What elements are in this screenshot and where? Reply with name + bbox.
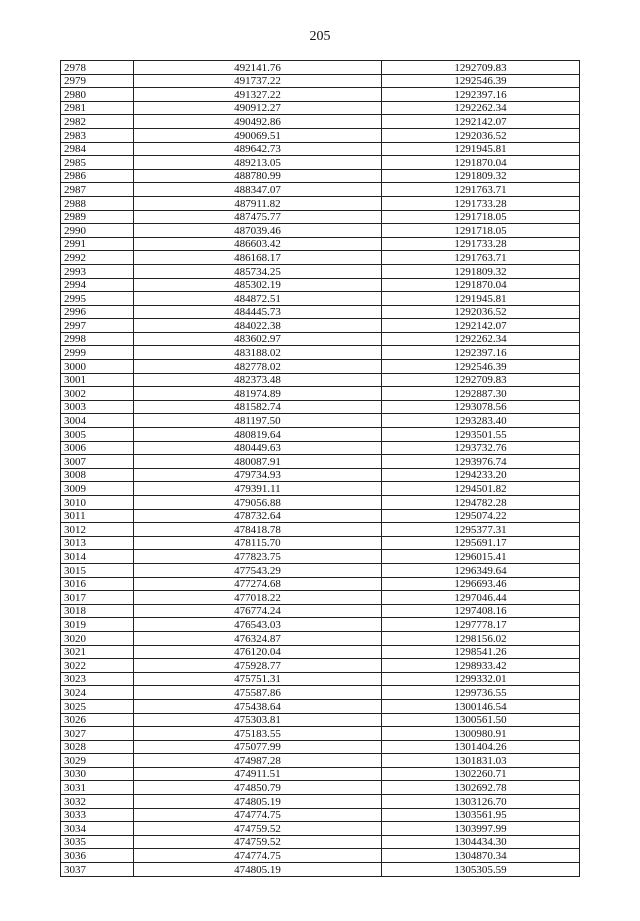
x-coordinate-cell: 482778.02 [134,360,382,374]
point-number-cell: 2985 [61,156,134,170]
x-coordinate-cell: 488347.07 [134,183,382,197]
x-coordinate-cell: 490069.51 [134,128,382,142]
y-coordinate-cell: 1291945.81 [382,142,580,156]
table-row [61,305,580,319]
point-number-cell: 3001 [61,373,134,387]
x-coordinate-cell: 485734.25 [134,264,382,278]
x-coordinate-cell: 478115.70 [134,536,382,550]
x-coordinate-cell: 474911.51 [134,767,382,781]
y-coordinate-cell: 1300980.91 [382,727,580,741]
table-row [61,319,580,333]
point-number-cell: 2987 [61,183,134,197]
table-row [61,251,580,265]
point-number-cell: 2992 [61,251,134,265]
x-coordinate-cell: 479734.93 [134,468,382,482]
y-coordinate-cell: 1291733.28 [382,237,580,251]
x-coordinate-cell: 486168.17 [134,251,382,265]
point-number-cell: 2996 [61,305,134,319]
point-number-cell: 3037 [61,863,134,877]
x-coordinate-cell: 477823.75 [134,550,382,564]
table-row [61,115,580,129]
y-coordinate-cell: 1295377.31 [382,523,580,537]
x-coordinate-cell: 474805.19 [134,863,382,877]
y-coordinate-cell: 1302692.78 [382,781,580,795]
x-coordinate-cell: 477543.29 [134,563,382,577]
table-row [61,591,580,605]
point-number-cell: 2989 [61,210,134,224]
table-row [61,278,580,292]
y-coordinate-cell: 1300561.50 [382,713,580,727]
y-coordinate-cell: 1301404.26 [382,740,580,754]
point-number-cell: 2995 [61,292,134,306]
y-coordinate-cell: 1303126.70 [382,795,580,809]
y-coordinate-cell: 1296015.41 [382,550,580,564]
table-row [61,727,580,741]
x-coordinate-cell: 480087.91 [134,455,382,469]
y-coordinate-cell: 1296349.64 [382,563,580,577]
table-row [61,74,580,88]
x-coordinate-cell: 475438.64 [134,699,382,713]
point-number-cell: 3028 [61,740,134,754]
x-coordinate-cell: 487475.77 [134,210,382,224]
x-coordinate-cell: 474987.28 [134,754,382,768]
point-number-cell: 2983 [61,128,134,142]
y-coordinate-cell: 1291870.04 [382,278,580,292]
y-coordinate-cell: 1294233.20 [382,468,580,482]
table-row [61,754,580,768]
point-number-cell: 3026 [61,713,134,727]
x-coordinate-cell: 480449.63 [134,441,382,455]
point-number-cell: 2994 [61,278,134,292]
x-coordinate-cell: 474774.75 [134,808,382,822]
x-coordinate-cell: 477274.68 [134,577,382,591]
y-coordinate-cell: 1297408.16 [382,604,580,618]
table-row [61,142,580,156]
x-coordinate-cell: 489642.73 [134,142,382,156]
point-number-cell: 3005 [61,428,134,442]
table-row [61,631,580,645]
table-row [61,360,580,374]
y-coordinate-cell: 1301831.03 [382,754,580,768]
y-coordinate-cell: 1292036.52 [382,305,580,319]
y-coordinate-cell: 1294501.82 [382,482,580,496]
table-row [61,156,580,170]
point-number-cell: 3031 [61,781,134,795]
x-coordinate-cell: 474759.52 [134,822,382,836]
table-row [61,550,580,564]
point-number-cell: 3009 [61,482,134,496]
x-coordinate-cell: 478732.64 [134,509,382,523]
point-number-cell: 2999 [61,346,134,360]
point-number-cell: 3022 [61,659,134,673]
x-coordinate-cell: 475587.86 [134,686,382,700]
y-coordinate-cell: 1293501.55 [382,428,580,442]
point-number-cell: 3013 [61,536,134,550]
x-coordinate-cell: 476324.87 [134,631,382,645]
table-row [61,645,580,659]
point-number-cell: 3003 [61,400,134,414]
y-coordinate-cell: 1293283.40 [382,414,580,428]
x-coordinate-cell: 482373.48 [134,373,382,387]
table-row [61,699,580,713]
point-number-cell: 3024 [61,686,134,700]
table-row [61,863,580,877]
x-coordinate-cell: 484872.51 [134,292,382,306]
x-coordinate-cell: 484445.73 [134,305,382,319]
table-row [61,482,580,496]
table-row [61,740,580,754]
point-number-cell: 2986 [61,169,134,183]
table-row [61,577,580,591]
table-row [61,523,580,537]
y-coordinate-cell: 1291733.28 [382,196,580,210]
point-number-cell: 3035 [61,835,134,849]
table-row [61,292,580,306]
y-coordinate-cell: 1304434.30 [382,835,580,849]
y-coordinate-cell: 1304870.34 [382,849,580,863]
point-number-cell: 3034 [61,822,134,836]
y-coordinate-cell: 1295691.17 [382,536,580,550]
table-row [61,468,580,482]
y-coordinate-cell: 1296693.46 [382,577,580,591]
x-coordinate-cell: 476774.24 [134,604,382,618]
x-coordinate-cell: 490912.27 [134,101,382,115]
y-coordinate-cell: 1297778.17 [382,618,580,632]
y-coordinate-cell: 1291763.71 [382,251,580,265]
y-coordinate-cell: 1292262.34 [382,332,580,346]
point-number-cell: 3020 [61,631,134,645]
x-coordinate-cell: 490492.86 [134,115,382,129]
y-coordinate-cell: 1300146.54 [382,699,580,713]
y-coordinate-cell: 1291945.81 [382,292,580,306]
x-coordinate-cell: 480819.64 [134,428,382,442]
table-row [61,346,580,360]
point-number-cell: 3014 [61,550,134,564]
x-coordinate-cell: 492141.76 [134,61,382,75]
y-coordinate-cell: 1293732.76 [382,441,580,455]
y-coordinate-cell: 1292036.52 [382,128,580,142]
point-number-cell: 3010 [61,496,134,510]
page-number: 205 [309,29,331,44]
table-row [61,88,580,102]
x-coordinate-cell: 479056.88 [134,496,382,510]
point-number-cell: 2988 [61,196,134,210]
y-coordinate-cell: 1303997.99 [382,822,580,836]
table-row [61,536,580,550]
table-row [61,414,580,428]
table-row [61,509,580,523]
point-number-cell: 2993 [61,264,134,278]
x-coordinate-cell: 476543.03 [134,618,382,632]
table-row [61,781,580,795]
y-coordinate-cell: 1291809.32 [382,169,580,183]
x-coordinate-cell: 475751.31 [134,672,382,686]
x-coordinate-cell: 481582.74 [134,400,382,414]
x-coordinate-cell: 474774.75 [134,849,382,863]
y-coordinate-cell: 1292397.16 [382,88,580,102]
table-row [61,183,580,197]
y-coordinate-cell: 1303561.95 [382,808,580,822]
y-coordinate-cell: 1294782.28 [382,496,580,510]
table-row [61,835,580,849]
x-coordinate-cell: 478418.78 [134,523,382,537]
point-number-cell: 3012 [61,523,134,537]
y-coordinate-cell: 1299332.01 [382,672,580,686]
x-coordinate-cell: 484022.38 [134,319,382,333]
y-coordinate-cell: 1291763.71 [382,183,580,197]
table-row [61,428,580,442]
point-number-cell: 2997 [61,319,134,333]
x-coordinate-cell: 475303.81 [134,713,382,727]
y-coordinate-cell: 1292262.34 [382,101,580,115]
y-coordinate-cell: 1298541.26 [382,645,580,659]
point-number-cell: 3002 [61,387,134,401]
point-number-cell: 3011 [61,509,134,523]
table-row [61,373,580,387]
table-row [61,767,580,781]
table-row [61,332,580,346]
x-coordinate-cell: 474759.52 [134,835,382,849]
point-number-cell: 3027 [61,727,134,741]
point-number-cell: 2980 [61,88,134,102]
y-coordinate-cell: 1291870.04 [382,156,580,170]
x-coordinate-cell: 483188.02 [134,346,382,360]
y-coordinate-cell: 1291809.32 [382,264,580,278]
y-coordinate-cell: 1295074.22 [382,509,580,523]
table-row [61,713,580,727]
point-number-cell: 2990 [61,224,134,238]
point-number-cell: 3000 [61,360,134,374]
point-number-cell: 3007 [61,455,134,469]
table-row [61,101,580,115]
point-number-cell: 3016 [61,577,134,591]
x-coordinate-cell: 476120.04 [134,645,382,659]
point-number-cell: 3030 [61,767,134,781]
y-coordinate-cell: 1292142.07 [382,115,580,129]
point-number-cell: 3036 [61,849,134,863]
point-number-cell: 2978 [61,61,134,75]
point-number-cell: 3032 [61,795,134,809]
y-coordinate-cell: 1292546.39 [382,360,580,374]
table-row [61,672,580,686]
point-number-cell: 2982 [61,115,134,129]
table-row [61,849,580,863]
x-coordinate-cell: 481197.50 [134,414,382,428]
point-number-cell: 2979 [61,74,134,88]
point-number-cell: 3019 [61,618,134,632]
x-coordinate-cell: 487911.82 [134,196,382,210]
point-number-cell: 2998 [61,332,134,346]
x-coordinate-cell: 483602.97 [134,332,382,346]
y-coordinate-cell: 1298156.02 [382,631,580,645]
table-row [61,264,580,278]
table-row [61,604,580,618]
coordinates-table [60,60,580,877]
x-coordinate-cell: 477018.22 [134,591,382,605]
table-row [61,441,580,455]
point-number-cell: 3006 [61,441,134,455]
x-coordinate-cell: 491327.22 [134,88,382,102]
y-coordinate-cell: 1292397.16 [382,346,580,360]
y-coordinate-cell: 1291718.05 [382,210,580,224]
x-coordinate-cell: 479391.11 [134,482,382,496]
point-number-cell: 3008 [61,468,134,482]
table-row [61,455,580,469]
y-coordinate-cell: 1292142.07 [382,319,580,333]
y-coordinate-cell: 1297046.44 [382,591,580,605]
point-number-cell: 3018 [61,604,134,618]
point-number-cell: 3025 [61,699,134,713]
x-coordinate-cell: 474850.79 [134,781,382,795]
table-row [61,61,580,75]
table-row [61,659,580,673]
table-row [61,618,580,632]
x-coordinate-cell: 488780.99 [134,169,382,183]
x-coordinate-cell: 481974.89 [134,387,382,401]
point-number-cell: 2991 [61,237,134,251]
y-coordinate-cell: 1302260.71 [382,767,580,781]
table-row [61,822,580,836]
table-row [61,400,580,414]
y-coordinate-cell: 1305305.59 [382,863,580,877]
point-number-cell: 3023 [61,672,134,686]
y-coordinate-cell: 1298933.42 [382,659,580,673]
table-row [61,808,580,822]
y-coordinate-cell: 1292887.30 [382,387,580,401]
table-row [61,563,580,577]
table-row [61,686,580,700]
x-coordinate-cell: 489213.05 [134,156,382,170]
table-row [61,196,580,210]
y-coordinate-cell: 1292546.39 [382,74,580,88]
y-coordinate-cell: 1293078.56 [382,400,580,414]
y-coordinate-cell: 1292709.83 [382,373,580,387]
table-row [61,237,580,251]
y-coordinate-cell: 1291718.05 [382,224,580,238]
point-number-cell: 3017 [61,591,134,605]
table-row [61,795,580,809]
x-coordinate-cell: 485302.19 [134,278,382,292]
x-coordinate-cell: 475183.55 [134,727,382,741]
y-coordinate-cell: 1292709.83 [382,61,580,75]
x-coordinate-cell: 475928.77 [134,659,382,673]
x-coordinate-cell: 487039.46 [134,224,382,238]
point-number-cell: 3029 [61,754,134,768]
y-coordinate-cell: 1299736.55 [382,686,580,700]
point-number-cell: 3015 [61,563,134,577]
table-row [61,224,580,238]
table-row [61,387,580,401]
table-row [61,128,580,142]
point-number-cell: 2981 [61,101,134,115]
point-number-cell: 3004 [61,414,134,428]
point-number-cell: 3033 [61,808,134,822]
y-coordinate-cell: 1293976.74 [382,455,580,469]
point-number-cell: 2984 [61,142,134,156]
x-coordinate-cell: 486603.42 [134,237,382,251]
x-coordinate-cell: 474805.19 [134,795,382,809]
table-row [61,496,580,510]
point-number-cell: 3021 [61,645,134,659]
x-coordinate-cell: 475077.99 [134,740,382,754]
x-coordinate-cell: 491737.22 [134,74,382,88]
table-row [61,169,580,183]
table-row [61,210,580,224]
